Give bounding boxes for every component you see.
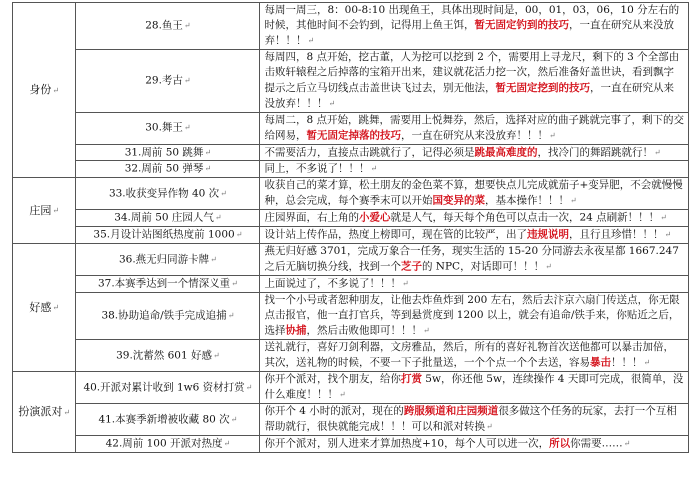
- task-name-cell: [76, 50, 260, 112]
- paragraph-mark-icon: ↵: [183, 21, 191, 31]
- category-label: 庄园: [29, 203, 52, 217]
- highlight-text: 跳最高难度的: [474, 146, 538, 159]
- description-text: 就是人气，每天每个角色可以点击一次，24 点刷新！！！: [390, 211, 660, 224]
- description-text: 燕无归好感 3701，完成万象合一任务，现实生活的 15-20 分同游去永夜星都 1667.247 之后无脑切换分线，找到一个: [264, 244, 679, 273]
- description-text: ，一直在研究从来没放弃！！！: [264, 81, 674, 110]
- guide-table-frame: [12, 2, 689, 480]
- task-name-cell: [76, 161, 260, 178]
- paragraph-mark-icon: ↵: [545, 262, 552, 272]
- paragraph-mark-icon: ↵: [52, 85, 60, 95]
- description-text: 上面说过了，不多说了！！！: [264, 277, 401, 290]
- description-text: 你开个派对，找个朋友，给你: [264, 372, 401, 385]
- paragraph-mark-icon: ↵: [227, 310, 235, 320]
- table-row: [13, 275, 689, 292]
- task-description-cell: [260, 3, 689, 50]
- paragraph-mark-icon: ↵: [63, 407, 71, 417]
- paragraph-mark-icon: ↵: [401, 278, 409, 288]
- description-text: 不需要活力，直接点击跳就行了，记得必须是: [264, 146, 475, 159]
- task-description-cell: [260, 371, 689, 403]
- description-text: ，基本操作！！！: [484, 195, 569, 208]
- task-name-cell: [76, 178, 260, 210]
- description-text: ，一直在研究从来没放弃！！！: [400, 129, 548, 142]
- task-name-cell: [76, 210, 260, 227]
- task-name-cell: [76, 339, 260, 371]
- table-row: [13, 436, 689, 453]
- task-name-cell: [76, 404, 260, 436]
- task-name-cell: [76, 436, 260, 453]
- highlight-text: 暂无固定挖到的技巧: [495, 81, 590, 94]
- paragraph-mark-icon: ↵: [235, 230, 243, 240]
- paragraph-mark-icon: ↵: [307, 36, 315, 46]
- task-name: 36.燕无归同游卡牌: [118, 253, 210, 266]
- paragraph-mark-icon: ↵: [52, 206, 60, 216]
- description-text: 庄园界面，右上角的: [264, 211, 359, 224]
- paragraph-mark-icon: ↵: [660, 213, 667, 223]
- highlight-text: 所以: [549, 437, 571, 450]
- paragraph-mark-icon: ↵: [653, 147, 661, 157]
- task-name: 31.周前 50 跳舞: [124, 146, 204, 159]
- task-name: 40.开派对累计收到 1w6 资材打赏: [83, 381, 245, 394]
- table-row: [13, 243, 689, 275]
- category-label: 身份: [29, 83, 52, 97]
- task-name: 28.鱼王: [145, 19, 183, 32]
- paragraph-mark-icon: ↵: [204, 147, 212, 157]
- task-name-cell: [76, 3, 260, 50]
- table-row: [13, 210, 689, 227]
- highlight-text: 小爱心: [358, 211, 391, 224]
- description-text: 送礼就行，喜好刀剑利器，文房雅品，然后，所有的喜好礼物首次送他都可以暴击加倍，其次，送礼物的时候，不要一下子批量送，一个个点一个个去送，容易: [264, 340, 674, 369]
- paragraph-mark-icon: ↵: [214, 213, 222, 223]
- paragraph-mark-icon: ↵: [548, 130, 556, 140]
- task-name: 37.本赛季达到一个情深义重: [97, 277, 231, 290]
- description-text: ，找冷门的舞蹈跳就行！: [537, 146, 653, 159]
- description-text: 很多做这个任务的玩家，去打一个互相帮助就行，很快就能完成！！！可以和派对转换: [264, 405, 677, 433]
- category-cell: [13, 243, 76, 371]
- table-row: [13, 144, 689, 161]
- description-text: 收获自己的菜才算，松土朋友的金色菜不算，想要快点儿完成就茄子+变异肥，不会就慢慢种，总会完成，每个赛季末可以开始: [264, 179, 683, 208]
- task-name: 38.协助追命/铁手完成追捕: [101, 309, 227, 322]
- table-row: [13, 3, 689, 50]
- task-name-cell: [76, 144, 260, 161]
- table-row: [13, 404, 689, 436]
- task-name: 32.周前 50 弹琴: [124, 163, 204, 176]
- task-description-cell: [260, 243, 689, 275]
- paragraph-mark-icon: ↵: [245, 382, 253, 392]
- description-text: ，且行且珍惜！！！: [568, 228, 664, 241]
- task-description-cell: [260, 339, 689, 371]
- paragraph-mark-icon: ↵: [210, 254, 217, 264]
- task-description-cell: [260, 144, 689, 161]
- table-row: [13, 227, 689, 244]
- category-label: 扮演派对: [18, 405, 63, 419]
- table-row: [13, 371, 689, 403]
- table-row: [13, 50, 689, 112]
- description-text: ！！！: [610, 356, 643, 369]
- paragraph-mark-icon: ↵: [485, 422, 493, 432]
- task-description-cell: [260, 227, 689, 244]
- task-description-cell: [260, 404, 689, 436]
- paragraph-mark-icon: ↵: [328, 98, 336, 108]
- task-name: 34.周前 50 庄园人气: [114, 211, 214, 224]
- task-name: 41.本赛季新增被收藏 80 次: [98, 413, 230, 426]
- description-text: 5w，你还他 5w，连续操作 4 天即可完成，很简单，没什么难度！！！: [264, 372, 684, 401]
- paragraph-mark-icon: ↵: [230, 414, 238, 424]
- highlight-text: 跨服频道和庄园频道: [403, 405, 499, 417]
- highlight-text: 芝子: [400, 260, 422, 273]
- task-description-cell: [260, 50, 689, 112]
- paragraph-mark-icon: ↵: [643, 358, 651, 368]
- highlight-text: 暂无固定钓到的技巧: [474, 19, 569, 32]
- task-name-cell: [76, 292, 260, 339]
- task-name-cell: [76, 371, 260, 403]
- description-text: 你开个 4 小时的派对，现在的: [264, 405, 404, 417]
- description-text: 每周四，8 点开始，挖古董，人为挖可以挖到 2 个，需要用上寻龙尺，剩下的 3 个全部由击败轩辕程之后掉落的宝箱开出来，建议就花活力挖一次，然后准备好盖世诀，看到飘字提示之后立马切线点击盖世诀飞过去，别无他法，: [264, 51, 680, 94]
- paragraph-mark-icon: ↵: [370, 164, 378, 174]
- description-text: 你需要……: [570, 437, 623, 450]
- task-guide-table: [12, 2, 689, 453]
- description-text: ，然后击败他即可！！！: [306, 324, 422, 337]
- paragraph-mark-icon: ↵: [338, 390, 346, 400]
- task-description-cell: [260, 178, 689, 210]
- task-description-cell: [260, 292, 689, 339]
- task-name: 35.月设计站图纸热度前 1000: [93, 228, 235, 241]
- table-row: [13, 339, 689, 371]
- highlight-text: 打赏: [400, 372, 422, 385]
- task-description-cell: [260, 436, 689, 453]
- task-description-cell: [260, 161, 689, 178]
- category-cell: [13, 178, 76, 244]
- table-row: [13, 161, 689, 178]
- paragraph-mark-icon: ↵: [183, 123, 191, 133]
- highlight-text: 违规说明: [526, 228, 569, 241]
- category-cell: [13, 371, 76, 452]
- task-guide-body: [13, 3, 689, 453]
- paragraph-mark-icon: ↵: [569, 196, 577, 206]
- paragraph-mark-icon: ↵: [223, 439, 231, 449]
- paragraph-mark-icon: ↵: [52, 303, 60, 313]
- highlight-text: 国变异的菜: [432, 195, 485, 208]
- paragraph-mark-icon: ↵: [664, 230, 672, 240]
- paragraph-mark-icon: ↵: [183, 76, 191, 86]
- paragraph-mark-icon: ↵: [422, 326, 430, 336]
- category-cell: [13, 3, 76, 178]
- description-text: 同上，不多说了！！！: [264, 163, 370, 176]
- paragraph-mark-icon: ↵: [220, 188, 227, 198]
- table-row: [13, 178, 689, 210]
- task-description-cell: [260, 275, 689, 292]
- task-name: 30.舞王: [145, 121, 183, 134]
- table-row: [13, 112, 689, 144]
- task-name-cell: [76, 112, 260, 144]
- paragraph-mark-icon: ↵: [204, 164, 212, 174]
- highlight-text: 暴击: [589, 356, 611, 369]
- highlight-text: 协捕: [285, 324, 307, 337]
- task-name: 33.收获变异作物 40 次: [108, 187, 220, 200]
- description-text: ，一直在研究从来没放弃！！！: [264, 19, 674, 48]
- task-name-cell: [76, 243, 260, 275]
- paragraph-mark-icon: ↵: [623, 439, 631, 449]
- description-text: 的 NPC，对话即可！！！: [421, 260, 545, 273]
- description-text: 设计站上传作品，热度上榜即可，现在管的比较严，出了: [264, 228, 527, 241]
- description-text: 每周二，8 点开始，跳舞，需要用上悦舞券，然后，选择对应的曲子跳就完事了，剩下的交给网易，: [264, 113, 684, 142]
- task-description-cell: [260, 112, 689, 144]
- task-description-cell: [260, 210, 689, 227]
- task-name-cell: [76, 227, 260, 244]
- description-text: 你开个派对，别人进来才算加热度+10，每个人可以进一次，: [264, 437, 550, 450]
- table-row: [13, 292, 689, 339]
- paragraph-mark-icon: ↵: [231, 278, 238, 288]
- category-label: 好感: [29, 300, 52, 314]
- description-text: 找一个小号或者恕种朋友，让他去炸鱼炸到 200 左右，然后去汴京六扇门传送点，你无限点击报官，他一直打官兵，等到悬赏度到 1200 以上，就会有追命/铁手来，你贴近之后，选择: [264, 293, 680, 337]
- task-name-cell: [76, 275, 260, 292]
- highlight-text: 暂无固定掉落的技巧: [306, 129, 401, 142]
- task-name: 39.沈蓄然 601 好感: [116, 349, 213, 362]
- task-name: 29.考古: [145, 74, 183, 87]
- description-text: 每周一周三，8：00-8:10 出现鱼王，具体出现时间是，00，01，03，06，10 分左右的时候，其他时间不会钓到，记得用上鱼王饵，: [264, 4, 680, 32]
- paragraph-mark-icon: ↵: [213, 350, 220, 360]
- task-name: 42.周前 100 开派对热度: [105, 437, 223, 450]
